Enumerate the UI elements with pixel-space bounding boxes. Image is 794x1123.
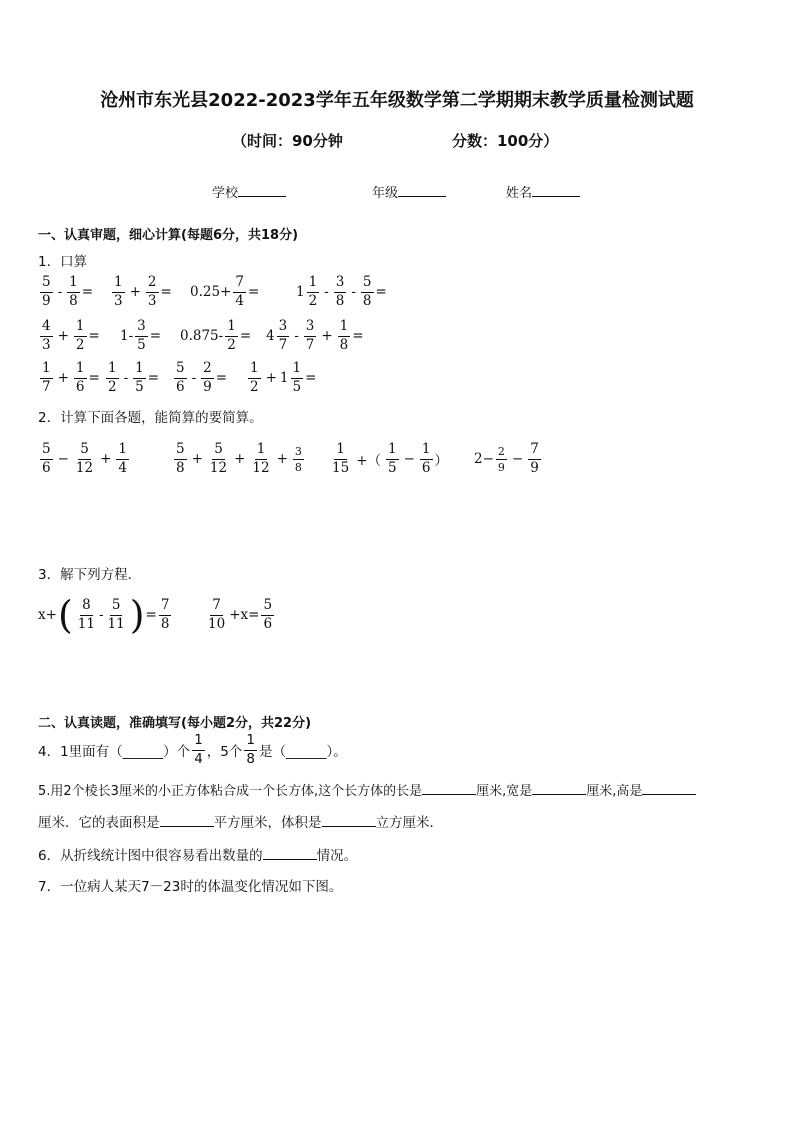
fraction: $\frac{5}{6}$ bbox=[263, 597, 273, 632]
fraction: $\frac{1}{6}$ bbox=[421, 441, 431, 476]
fraction: $\frac{2}{3}$ bbox=[147, 274, 157, 309]
answer-blank[interactable] bbox=[160, 814, 214, 827]
oral-item: $\frac{5}{6}$ - $\frac{2}{9}$ = bbox=[176, 360, 228, 395]
fraction: $\frac{8}{11}$ bbox=[77, 597, 95, 632]
fraction: $\frac{7}{8}$ bbox=[160, 597, 170, 632]
q6: 6．从折线统计图中很容易看出数量的 情况。 bbox=[38, 848, 358, 864]
fraction: $\frac{3}{8}$ bbox=[294, 444, 302, 474]
fraction: $\frac{1}{2}$ bbox=[308, 274, 318, 309]
oral-item: $\frac{1}{7}$ + $\frac{1}{6}$ = bbox=[42, 360, 100, 395]
fraction: $\frac{1}{5}$ bbox=[135, 360, 144, 395]
fraction: $\frac{5}{6}$ bbox=[42, 441, 51, 476]
answer-blank[interactable] bbox=[263, 847, 317, 860]
fraction: $\frac{1}{2}$ bbox=[108, 360, 117, 395]
fraction: $\frac{5}{12}$ bbox=[209, 441, 228, 476]
oral-item: $\frac{1}{2}$ - $\frac{1}{5}$ = bbox=[108, 360, 160, 395]
q7: 7．一位病人某天7－23时的体温变化情况如下图。 bbox=[38, 879, 343, 895]
fraction: $\frac{1}{7}$ bbox=[42, 360, 51, 395]
name-field: 姓名 bbox=[506, 182, 580, 201]
q5-line-1: 5.用2个棱长3厘米的小正方体粘合成一个长方体,这个长方体的长是 厘米,宽是 厘米,高是 bbox=[38, 780, 696, 799]
oral-item: 1 $\frac{1}{2}$ - $\frac{3}{8}$ - $\frac{5}{8}$ = bbox=[296, 274, 387, 309]
calc-expression: $\frac{5}{8}$ + $\frac{5}{12}$ + $\frac{1}{12}$ + $\frac{3}{8}$ bbox=[176, 441, 302, 476]
fraction: $\frac{1}{4}$ bbox=[118, 441, 127, 476]
equation-1: x+ ( $\frac{8}{11}$ - $\frac{5}{11}$ ) = $\frac{7}{8}$ bbox=[38, 593, 170, 637]
fraction: $\frac{4}{3}$ bbox=[42, 318, 51, 353]
fraction: $\frac{2}{9}$ bbox=[497, 444, 505, 474]
fraction: $\frac{5}{8}$ bbox=[362, 274, 372, 309]
fraction: $\frac{1}{2}$ bbox=[75, 318, 85, 353]
calc-row bbox=[38, 443, 543, 475]
q5-line-2: 厘米．它的表面积是 平方厘米，体积是 立方厘米． bbox=[38, 815, 443, 831]
equation-row bbox=[38, 593, 276, 637]
q4: 4．1里面有（______）个 $\frac{1}{4}$ ，5个 $\frac{1}{8}$ 是（______）。 bbox=[38, 732, 347, 767]
fraction: $\frac{3}{7}$ bbox=[305, 318, 315, 353]
oral-item: 4 $\frac{3}{7}$ - $\frac{3}{7}$ + $\frac{1}{8}$ = bbox=[266, 318, 364, 353]
oral-item: 1- $\frac{3}{5}$ = bbox=[120, 318, 162, 353]
oral-row-2 bbox=[38, 320, 364, 352]
answer-blank[interactable] bbox=[422, 782, 476, 795]
fraction: $\frac{5}{12}$ bbox=[75, 441, 94, 476]
oral-item: $\frac{5}{9}$ - $\frac{1}{8}$ = bbox=[42, 274, 94, 309]
fraction: $\frac{3}{5}$ bbox=[137, 318, 146, 353]
calc-expression: $\frac{5}{6}$ − $\frac{5}{12}$ + $\frac{1}{4}$ bbox=[42, 441, 127, 476]
fraction: $\frac{5}{9}$ bbox=[42, 274, 51, 309]
fraction: $\frac{1}{8}$ bbox=[339, 318, 349, 353]
fraction: $\frac{1}{12}$ bbox=[252, 441, 270, 476]
q3-label: 3．解下列方程． bbox=[38, 567, 142, 583]
calc-expression: 2− $\frac{2}{9}$ − $\frac{7}{9}$ bbox=[474, 441, 539, 476]
fraction: $\frac{1}{8}$ bbox=[69, 274, 78, 309]
page-title: 沧州市东光县2022-2023学年五年级数学第二学期期末教学质量检测试题 bbox=[100, 90, 694, 111]
school-field: 学校 bbox=[212, 182, 286, 201]
oral-item: $\frac{1}{3}$ + $\frac{2}{3}$ = bbox=[114, 274, 172, 309]
fraction: $\frac{1}{5}$ bbox=[292, 360, 302, 395]
oral-item: $\frac{4}{3}$ + $\frac{1}{2}$ = bbox=[42, 318, 100, 353]
oral-item: 0.25+ $\frac{7}{4}$ = bbox=[190, 274, 260, 309]
oral-row-1 bbox=[38, 276, 387, 308]
calc-expression: $\frac{1}{15}$ +（ $\frac{1}{5}$ − $\frac{1}{6}$ ） bbox=[332, 441, 448, 476]
fraction: $\frac{7}{4}$ bbox=[235, 274, 244, 309]
section1-title: 一、认真审题，细心计算(每题6分，共18分) bbox=[38, 228, 299, 243]
answer-blank[interactable] bbox=[642, 782, 696, 795]
fraction: $\frac{7}{10}$ bbox=[208, 597, 226, 632]
oral-item: 0.875- $\frac{1}{2}$ = bbox=[180, 318, 252, 353]
fraction: $\frac{1}{2}$ bbox=[250, 360, 259, 395]
fraction: $\frac{3}{7}$ bbox=[278, 318, 288, 353]
oral-item: $\frac{1}{2}$ + 1 $\frac{1}{5}$ = bbox=[250, 360, 317, 395]
grade-field: 年级 bbox=[372, 182, 446, 201]
fraction: $\frac{1}{2}$ bbox=[227, 318, 236, 353]
exam-time: （时间：90分钟 bbox=[232, 132, 343, 150]
fraction: $\frac{5}{8}$ bbox=[176, 441, 185, 476]
answer-blank[interactable] bbox=[532, 782, 586, 795]
exam-score: 分数：100分） bbox=[452, 132, 559, 150]
fraction: $\frac{1}{5}$ bbox=[388, 441, 397, 476]
fraction: $\frac{1}{4}$ bbox=[194, 732, 203, 767]
oral-row-3 bbox=[38, 362, 316, 394]
fraction: $\frac{1}{6}$ bbox=[75, 360, 85, 395]
answer-blank[interactable] bbox=[322, 814, 376, 827]
fraction: $\frac{5}{11}$ bbox=[107, 597, 125, 632]
fraction: $\frac{1}{15}$ bbox=[332, 441, 350, 476]
q1-label: 1．口算 bbox=[38, 254, 88, 270]
fraction: $\frac{3}{8}$ bbox=[335, 274, 345, 309]
fraction: $\frac{7}{9}$ bbox=[530, 441, 539, 476]
fraction: $\frac{5}{6}$ bbox=[176, 360, 185, 395]
q2-label: 2．计算下面各题，能简算的要简算。 bbox=[38, 410, 263, 426]
fraction: $\frac{2}{9}$ bbox=[203, 360, 212, 395]
fraction: $\frac{1}{8}$ bbox=[246, 732, 255, 767]
equation-2: $\frac{7}{10}$ +x= $\frac{5}{6}$ bbox=[208, 597, 273, 632]
fraction: $\frac{1}{3}$ bbox=[114, 274, 123, 309]
section2-title: 二、认真读题，准确填写(每小题2分，共22分) bbox=[38, 716, 312, 731]
